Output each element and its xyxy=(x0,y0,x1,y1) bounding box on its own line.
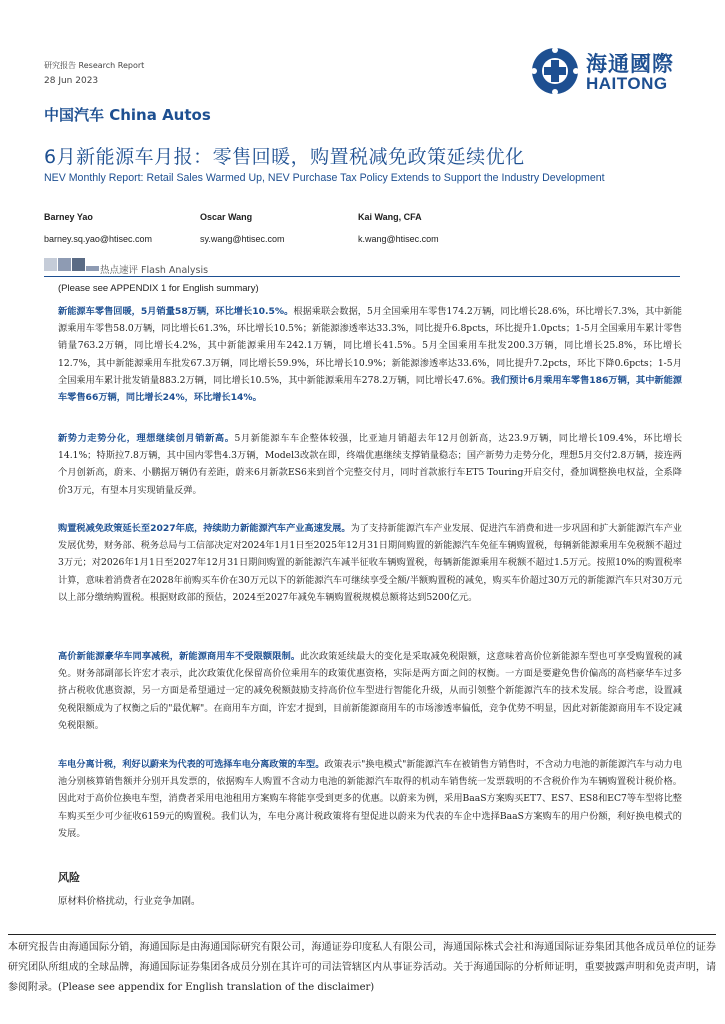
author-name: Kai Wang, CFA xyxy=(358,212,422,222)
logo-text-cn: 海通國際 xyxy=(586,52,674,76)
paragraph-luxury xyxy=(58,648,682,734)
paragraph-new-forces xyxy=(58,430,682,499)
disclaimer: 本研究报告由海通国际分销，海通国际是由海通国际研究有限公司，海通证券印度私人有限公司，海通国际株式会社和海通国际证券集团其他各成员单位的证券研究团队所组成的全球品牌，海通国际证券集团各成员分别在其许可的司法管辖区内从事证券活动。关于海通国际的分析师证明，重要披露声明和免责声明，请参阅附录。(Please see appendix for English translation of the disclaimer) xyxy=(8,942,716,993)
tag-square-icon xyxy=(72,258,85,271)
paragraph-retail xyxy=(58,303,682,406)
paragraph-tax-extension xyxy=(58,520,682,606)
paragraph-highlight: 高价新能源豪华车同享减税，新能源商用车不受限额限制。 xyxy=(58,651,301,662)
analysis-tag: 热点速评 Flash Analysis xyxy=(100,265,209,276)
report-type: 研究报告 Research Report xyxy=(44,61,145,70)
author-name: Barney Yao xyxy=(44,212,93,222)
report-title-en: NEV Monthly Report: Retail Sales Warmed Up, NEV Purchase Tax Policy Extends to Support the Industry Development xyxy=(44,172,605,184)
paragraph-body: 此次政策延续最大的变化是采取减免税限额，这意味着高价位新能源车型也可享受购置税的减免。财务部副部长许宏才表示，此次政策优化保留高价位乘用车的政策优惠资格，实际是两方面之间的权衡。一方面是要避免售价偏高的高档豪华车过多挤占税收优惠资源，另一方面是希望通过一定的减免税额鼓励支持高价位车型进行智能化升级，从而引领整个新能源汽车的技术发展。综合考虑，设置减免税限额成为了权衡之后的"最优解"。在商用车方面，许宏才提到，目前新能源商用车的市场渗透率偏低，竞争优势不明显，因此对新能源商用车不设定减免税限额。 xyxy=(58,651,683,731)
haitong-logo-icon xyxy=(530,46,580,96)
author-email[interactable]: k.wang@htisec.com xyxy=(358,234,439,244)
section-divider xyxy=(44,276,680,277)
paragraph-highlight-tail: 我们预计6月乘用车零售186万辆，其中新能源车零售66万辆，同比增长24%，环比增长14%。 xyxy=(58,374,682,404)
tag-square-icon xyxy=(58,258,71,271)
footer-divider xyxy=(8,934,716,935)
english-summary-note: (Please see APPENDIX 1 for English summary) xyxy=(58,283,259,294)
paragraph-highlight: 新势力走势分化，理想继续创月销新高。 xyxy=(58,433,235,444)
paragraph-body: 5月新能源车车企整体较强，比亚迪月销超去年12月创新高，达23.9万辆，同比增长109.4%，环比增长14.1%；特斯拉7.8万辆，其中国内零售4.3万辆，Model3改款在即，终端优惠继续支撑销量稳态；国产新势力走势分化，理想5月交付2.8万辆，接连两个月创新高，蔚来、小鹏据万辆仍有差距，蔚来6月新款ES6来到首个完整交付月，同时首款旅行车ET5 Touring开启交付，叠加调整换电权益，全系降价3万元，有望本月实现销量反弹。 xyxy=(58,433,683,496)
paragraph-battery-swap xyxy=(58,756,682,842)
paragraph-body: 根据乘联会数据，5月全国乘用车零售174.2万辆，同比增长28.6%，环比增长7.3%，其中新能源乘用车零售58.0万辆，同比增长61.3%，环比增长10.5%；新能源渗透率达33.3%，同比提升6.8pcts，环比提升1.0pcts；1-5月全国乘用车累计零售销量763.2万辆，同比增长4.2%，其中新能源乘用车242.1万辆，同比增长41.5%。5月全国乘用车批发200.3万辆，同比增长25.8%，环比增长12.7%，其中新能源乘用车批发67.3万辆，同比增长59.9%，环比增长10.9%；新能源渗透率达33.6%，同比提升7.2pcts，环比下降0.6pcts；1-5月全国乘用车累计批发销量883.2万辆，同比增长10.5%，其中新能源乘用车278.2万辆，同比增长47.6%。 xyxy=(58,306,682,386)
tag-square-icon xyxy=(44,258,57,271)
sector-label: 中国汽车 China Autos xyxy=(44,106,211,124)
risk-text: 原材料价格扰动，行业竞争加剧。 xyxy=(58,896,201,907)
paragraph-highlight: 新能源车零售回暖，5月销量58万辆，环比增长10.5%。 xyxy=(58,306,294,317)
author-email[interactable]: sy.wang@htisec.com xyxy=(200,234,285,244)
report-date: 28 Jun 2023 xyxy=(44,76,99,86)
risk-heading: 风险 xyxy=(58,871,80,884)
haitong-logo xyxy=(530,44,690,100)
author-email[interactable]: barney.sq.yao@htisec.com xyxy=(44,234,153,244)
paragraph-body: 政策表示"换电模式"新能源汽车在被销售方销售时，不含动力电池的新能源汽车与动力电池分别核算销售额并分别开具发票的，依据购车人购置不含动力电池的新能源汽车取得的机动车销售统一发票载明的不含税价作为车辆购置税计税价格。因此对于高价位换电车型，消费者采用电池租用方案购车将能享受到更多的优惠。以蔚来为例，采用BaaS方案购买ET7、ES7、ES8和EC7等车型将比整车购买至少可少征收6159元的购置税。我们认为，车电分离计税政策将有望促进以蔚来为代表的车企中选择BaaS方案购车的用户份额，利好换电模式的发展。 xyxy=(58,759,683,839)
tag-square-icon xyxy=(86,266,99,271)
logo-text-en: HAITONG xyxy=(586,74,668,93)
report-title-cn: 6月新能源车月报：零售回暖，购置税减免政策延续优化 xyxy=(44,146,525,168)
author-name: Oscar Wang xyxy=(200,212,253,222)
paragraph-highlight: 购置税减免政策延长至2027年底，持续助力新能源汽车产业高速发展。 xyxy=(58,523,351,534)
paragraph-highlight: 车电分离计税，利好以蔚来为代表的可选择车电分离政策的车型。 xyxy=(58,759,325,770)
paragraph-body: 为了支持新能源汽车产业发展、促进汽车消费和进一步巩固和扩大新能源汽车产业发展优势，财务部、税务总局与工信部决定对2024年1月1日至2025年12月31日期间购置的新能源汽车免征车辆购置税，每辆新能源乘用车免税额不超过3万元；对2026年1月1日至2027年12月31日期间购置的新能源汽车减半征收车辆购置税，每辆新能源乘用车税额不超过1.5万元。按照10%的购置税率计算，意味着消费者在2028年前购买车价在30万元以下的新能源汽车可继续享受全额/半额购置税的减免，购买车价超过30万元的新能源汽车只对30万元以上部分缴纳购置税。根据财政部的预估，2024至2027年减免车辆购置税规模总额将达到5200亿元。 xyxy=(58,523,682,603)
